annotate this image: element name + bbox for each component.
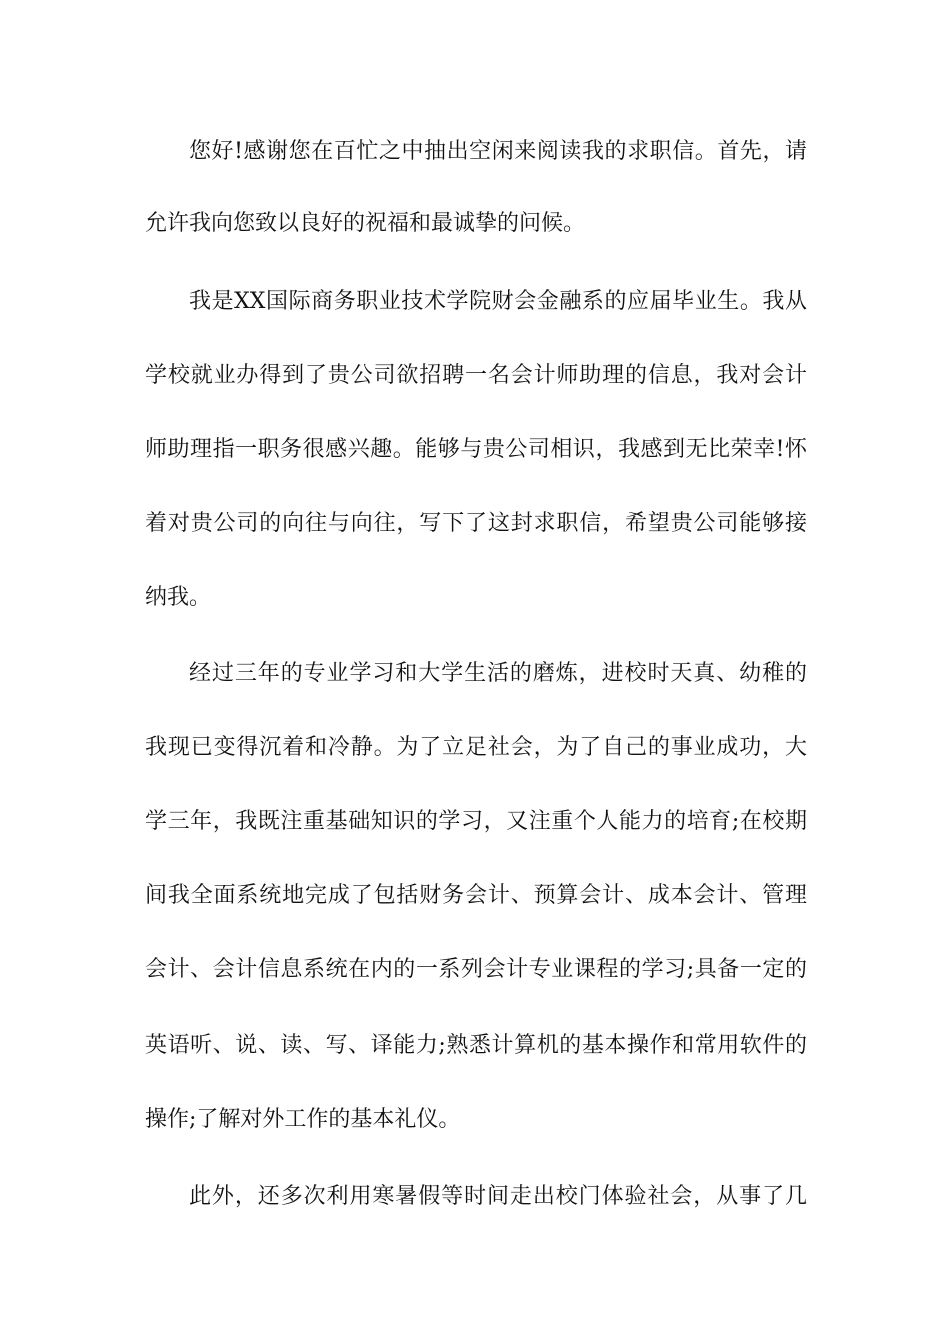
paragraph-2-line-4: 着对贵公司的向往与向往，写下了这封求职信，希望贵公司能够接 xyxy=(145,511,807,536)
paragraph-3-line-3: 学三年，我既注重基础知识的学习，又注重个人能力的培育;在校期 xyxy=(145,809,807,834)
paragraph-2-line-2: 学校就业办得到了贵公司欲招聘一名会计师助理的信息，我对会计 xyxy=(145,363,807,388)
paragraph-1-line-2: 允许我向您致以良好的祝福和最诚挚的问候。 xyxy=(145,211,586,236)
paragraph-2-line-5: 纳我。 xyxy=(145,585,212,610)
paragraph-3-line-1: 经过三年的专业学习和大学生活的磨炼，进校时天真、幼稚的 xyxy=(189,661,807,686)
paragraph-2-line-3: 师助理指一职务很感兴趣。能够与贵公司相识，我感到无比荣幸!怀 xyxy=(145,437,807,462)
paragraph-1-line-1: 您好!感谢您在百忙之中抽出空闲来阅读我的求职信。首先，请 xyxy=(189,139,807,164)
paragraph-3-line-7: 操作;了解对外工作的基本礼仪。 xyxy=(145,1107,461,1132)
paragraph-4-line-1: 此外，还多次利用寒暑假等时间走出校门体验社会，从事了几 xyxy=(189,1184,807,1209)
paragraph-3-line-6: 英语听、说、读、写、译能力;熟悉计算机的基本操作和常用软件的 xyxy=(145,1033,807,1058)
paragraph-2-line-1: 我是XX国际商务职业技术学院财会金融系的应届毕业生。我从 xyxy=(189,289,807,314)
paragraph-3-line-4: 间我全面系统地完成了包括财务会计、预算会计、成本会计、管理 xyxy=(145,883,807,908)
paragraph-3-line-2: 我现已变得沉着和冷静。为了立足社会，为了自己的事业成功，大 xyxy=(145,735,807,760)
paragraph-3-line-5: 会计、会计信息系统在内的一系列会计专业课程的学习;具备一定的 xyxy=(145,957,807,982)
